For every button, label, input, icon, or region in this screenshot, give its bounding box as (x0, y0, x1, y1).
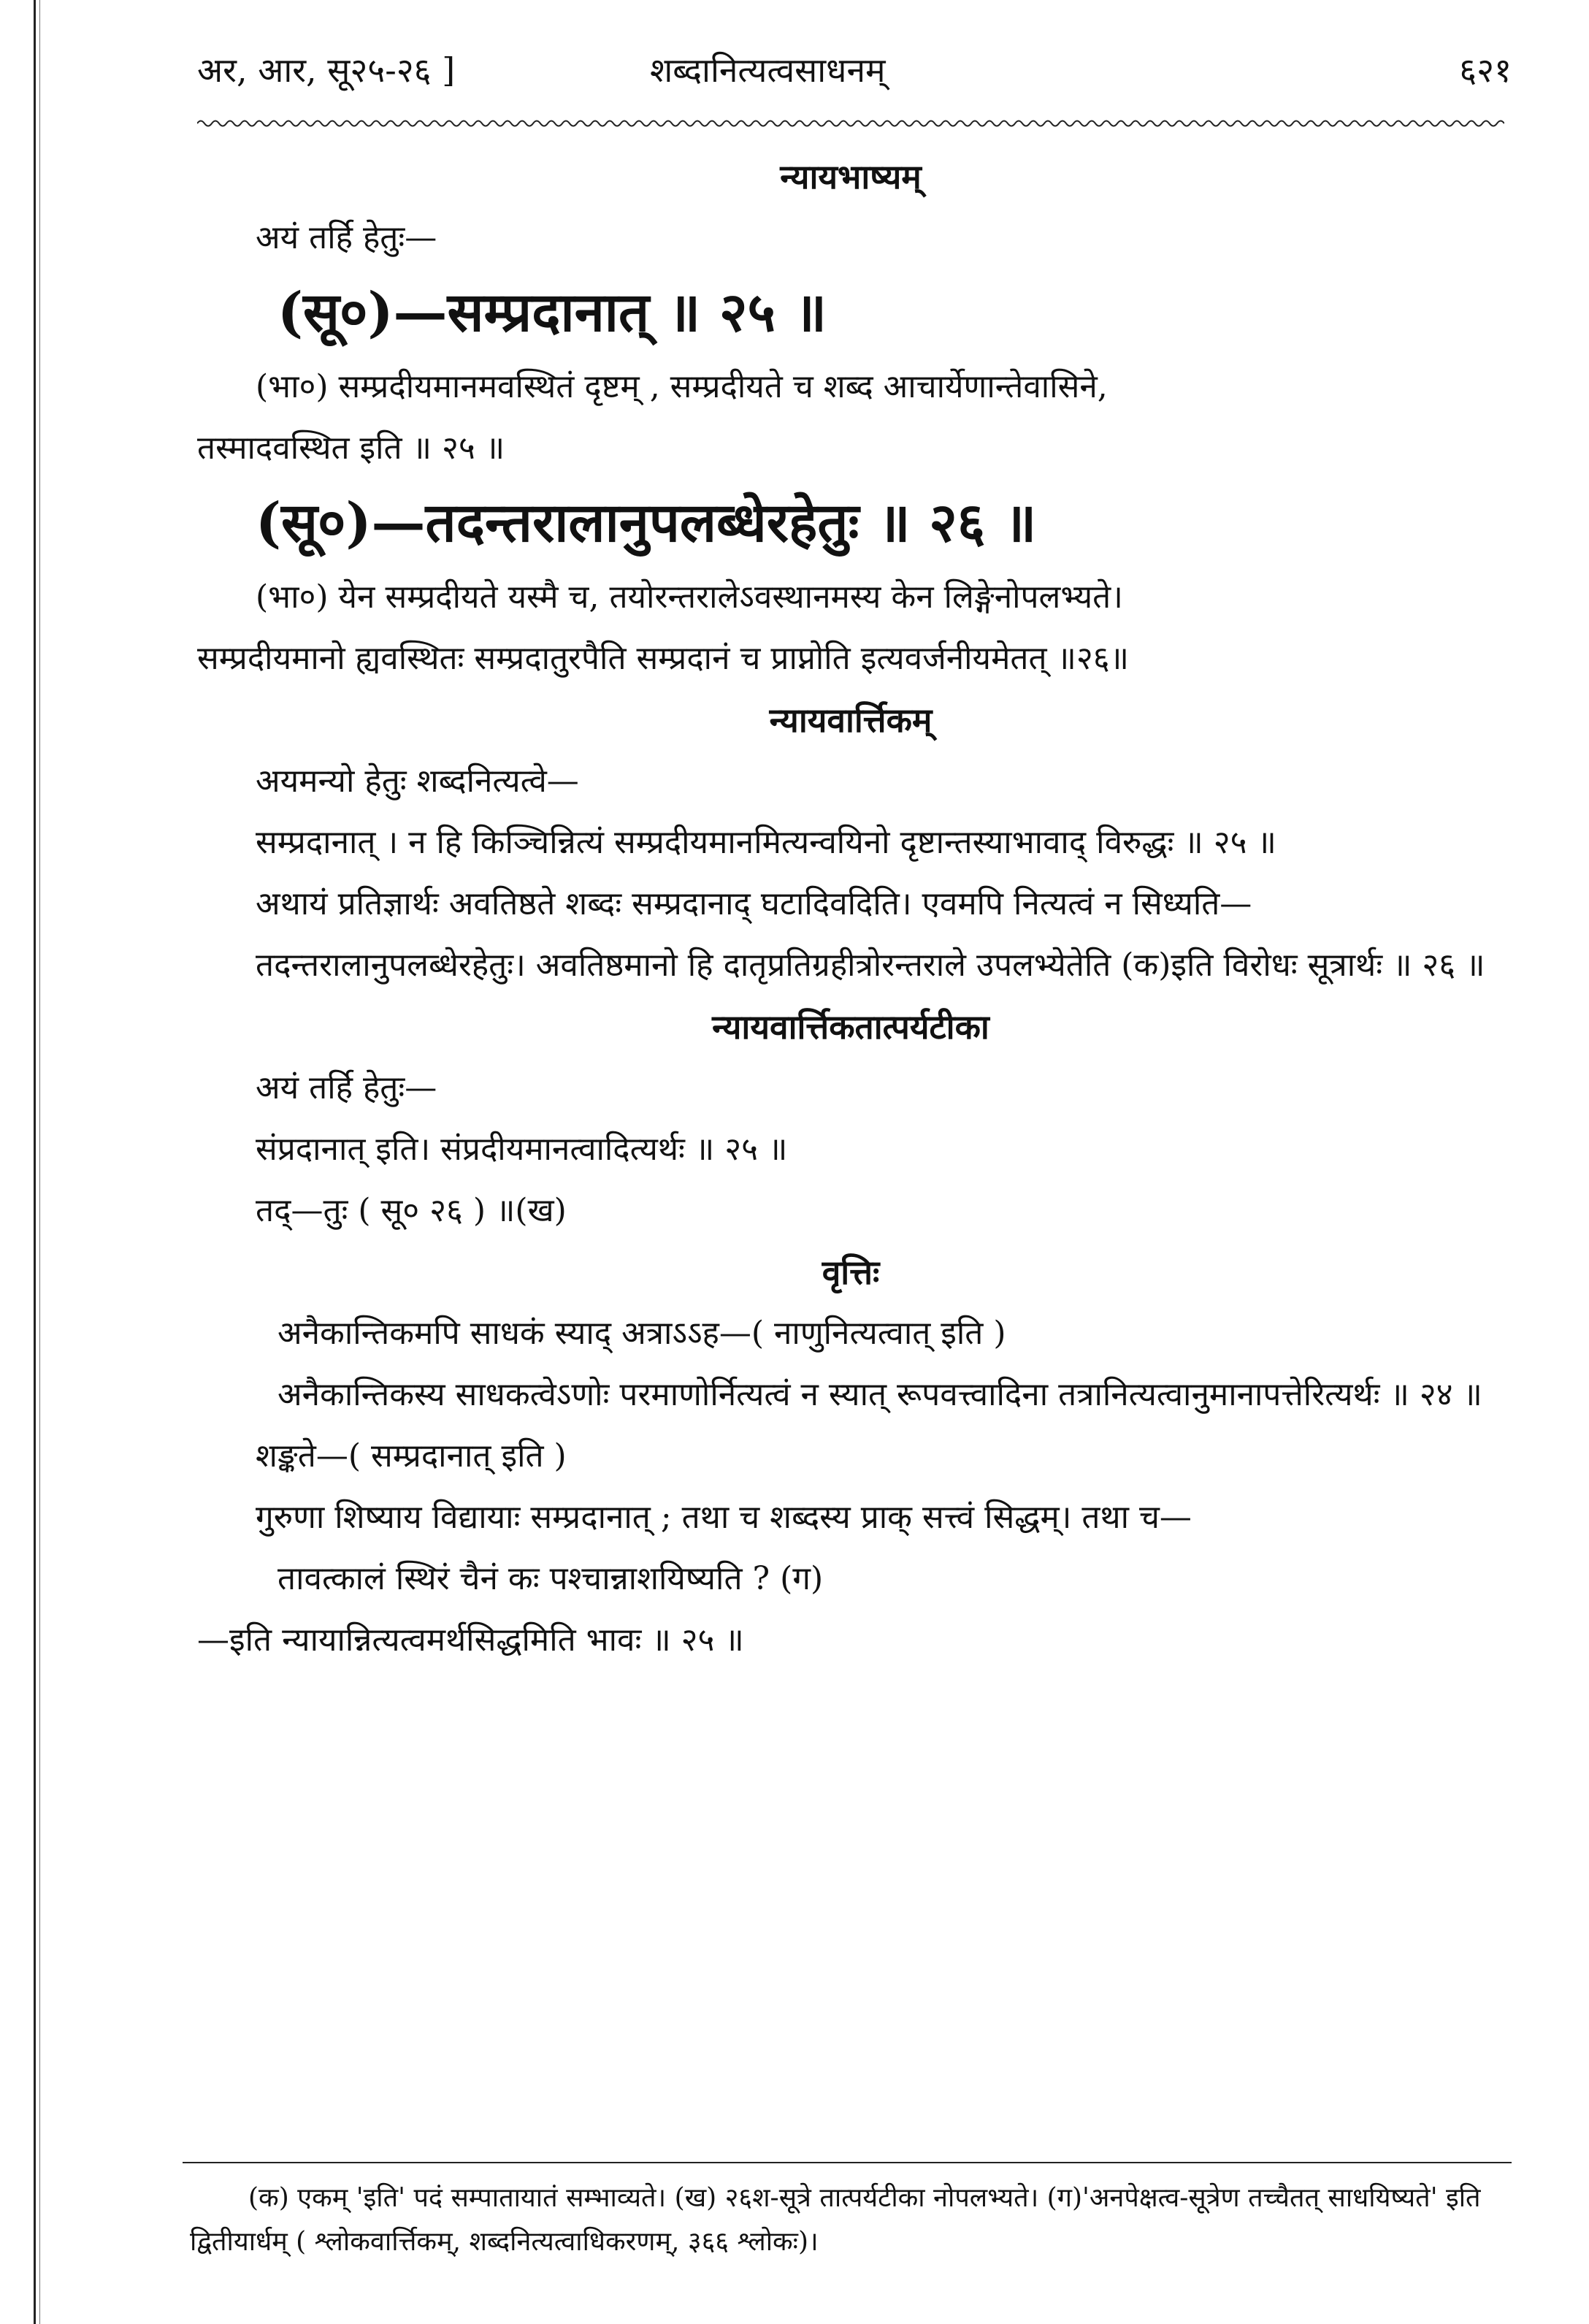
binding-margin-line (34, 0, 36, 2324)
footnotes: (क) एकम् 'इति' पदं सम्पातायातं सम्भाव्यते। (ख) २६श-सूत्रे तात्पर्यटीका नोपलभ्यते। (ग)'अनपेक्षत्व-सूत्रेण तच्चैतत् साधयिष्यते' इति द्वितीयार्धम् ( श्लोकवार्त्तिकम्, शब्दनित्यत्वाधिकरणम्, ३६६ श्लोकः)। (190, 2183, 1481, 2257)
vritti-para-2: गुरुणा शिष्याय विद्यायाः सम्प्रदानात् ; तथा च शब्दस्य प्राक् सत्त्वं सिद्धम्। तथा च— (256, 1499, 1192, 1536)
vritti-closing: —इति न्यायान्नित्यत्वमर्थसिद्धमिति भावः ॥ २५ ॥ (197, 1621, 744, 1659)
running-header (197, 44, 1512, 95)
vartika-intro: अयमन्यो हेतुः शब्दनित्यत्वे— (256, 762, 579, 800)
header-wavy-rule (197, 118, 1504, 129)
bhashya-25-line2: तस्मादवस्थित इति ॥ २५ ॥ (197, 429, 505, 467)
bhashya-25-line1: (भा०) सम्प्रदीयमानमवस्थितं दृष्टम् , सम्प्रदीयते च शब्द आचार्येणान्तेवासिने, (256, 368, 1108, 405)
vritti-line-1: अनैकान्तिकमपि साधकं स्याद् अत्राऽऽह—( नाणुनित्यत्वात् इति ) (277, 1315, 1006, 1352)
tika-intro: अयं तर्हि हेतुः— (256, 1069, 437, 1106)
vartika-para-3: तदन्तरालानुपलब्धेरहेतुः। अवतिष्ठमानो हि दातृप्रतिग्रहीत्रोरन्तराले उपलभ्येतेति (क)इति विरोधः सूत्रार्थः ॥ २६ ॥ (256, 947, 1485, 984)
bhashya-26-line1: (भा०) येन सम्प्रदीयते यस्मै च, तयोरन्तरालेऽवस्थानमस्य केन लिङ्गेनोपलभ्यते। (256, 578, 1123, 616)
bhashya-intro: अयं तर्हि हेतुः— (256, 219, 437, 256)
header-section-ref: अर, आर, सू२५-२६ ] (197, 50, 456, 90)
vritti-line-2: शङ्कते—( सम्प्रदानात् इति ) (256, 1437, 567, 1475)
binding-margin-line-inner (39, 0, 40, 2324)
tika-line-1: संप्रदानात् इति। संप्रदीयमानत्वादित्यर्थः ॥ २५ ॥ (256, 1131, 788, 1168)
header-title: शब्दानित्यत्वसाधनम् (650, 50, 886, 90)
page-number: ६२१ (1459, 50, 1512, 90)
vartika-para-1: सम्प्रदानात् । न हि किञ्चिन्नित्यं सम्प्रदीयमानमित्यन्वयिनो दृष्टान्तस्याभावाद् विरुद्धः ॥ २५ ॥ (256, 824, 1276, 861)
vritti-verse: तावत्कालं स्थिरं चैनं कः पश्चान्नाशयिष्यति ? (ग) (277, 1560, 824, 1597)
heading-nyayavartikam: न्यायवार्त्तिकम् (769, 700, 933, 740)
vartika-para-2: अथायं प्रतिज्ञार्थः अवतिष्ठते शब्दः सम्प्रदानाद् घटादिवदिति। एवमपि नित्यत्वं न सिध्यति— (256, 885, 1252, 922)
sutra-25: (सू०)—सम्प्रदानात् ॥ २५ ॥ (277, 281, 827, 344)
tika-line-2: तद्—तुः ( सू० २६ ) ॥(ख) (256, 1192, 567, 1229)
footnote-rule (183, 2162, 1512, 2163)
sutra-26: (सू०)—तदन्तरालानुपलब्धेरहेतुः ॥ २६ ॥ (256, 492, 1037, 554)
page-body (197, 146, 1504, 1671)
bhashya-26-line2: सम्प्रदीयमानो ह्यवस्थितः सम्प्रदातुरपैति सम्प्रदानं च प्राप्नोति इत्यवर्जनीयमेतत् ॥२६॥ (197, 640, 1130, 677)
vritti-para-1: अनैकान्तिकस्य साधकत्वेऽणोः परमाणोर्नित्यत्वं न स्यात् रूपवत्त्वादिना तत्रानित्यत्वानुमानापत्तेरित्यर्थः ॥ २४ ॥ (277, 1376, 1482, 1413)
heading-tatparyatika: न्यायवार्त्तिकतात्पर्यटीका (712, 1007, 989, 1047)
heading-nyayabhashyam: न्यायभाष्यम् (780, 157, 922, 196)
heading-vritti: वृत्तिः (822, 1253, 880, 1292)
